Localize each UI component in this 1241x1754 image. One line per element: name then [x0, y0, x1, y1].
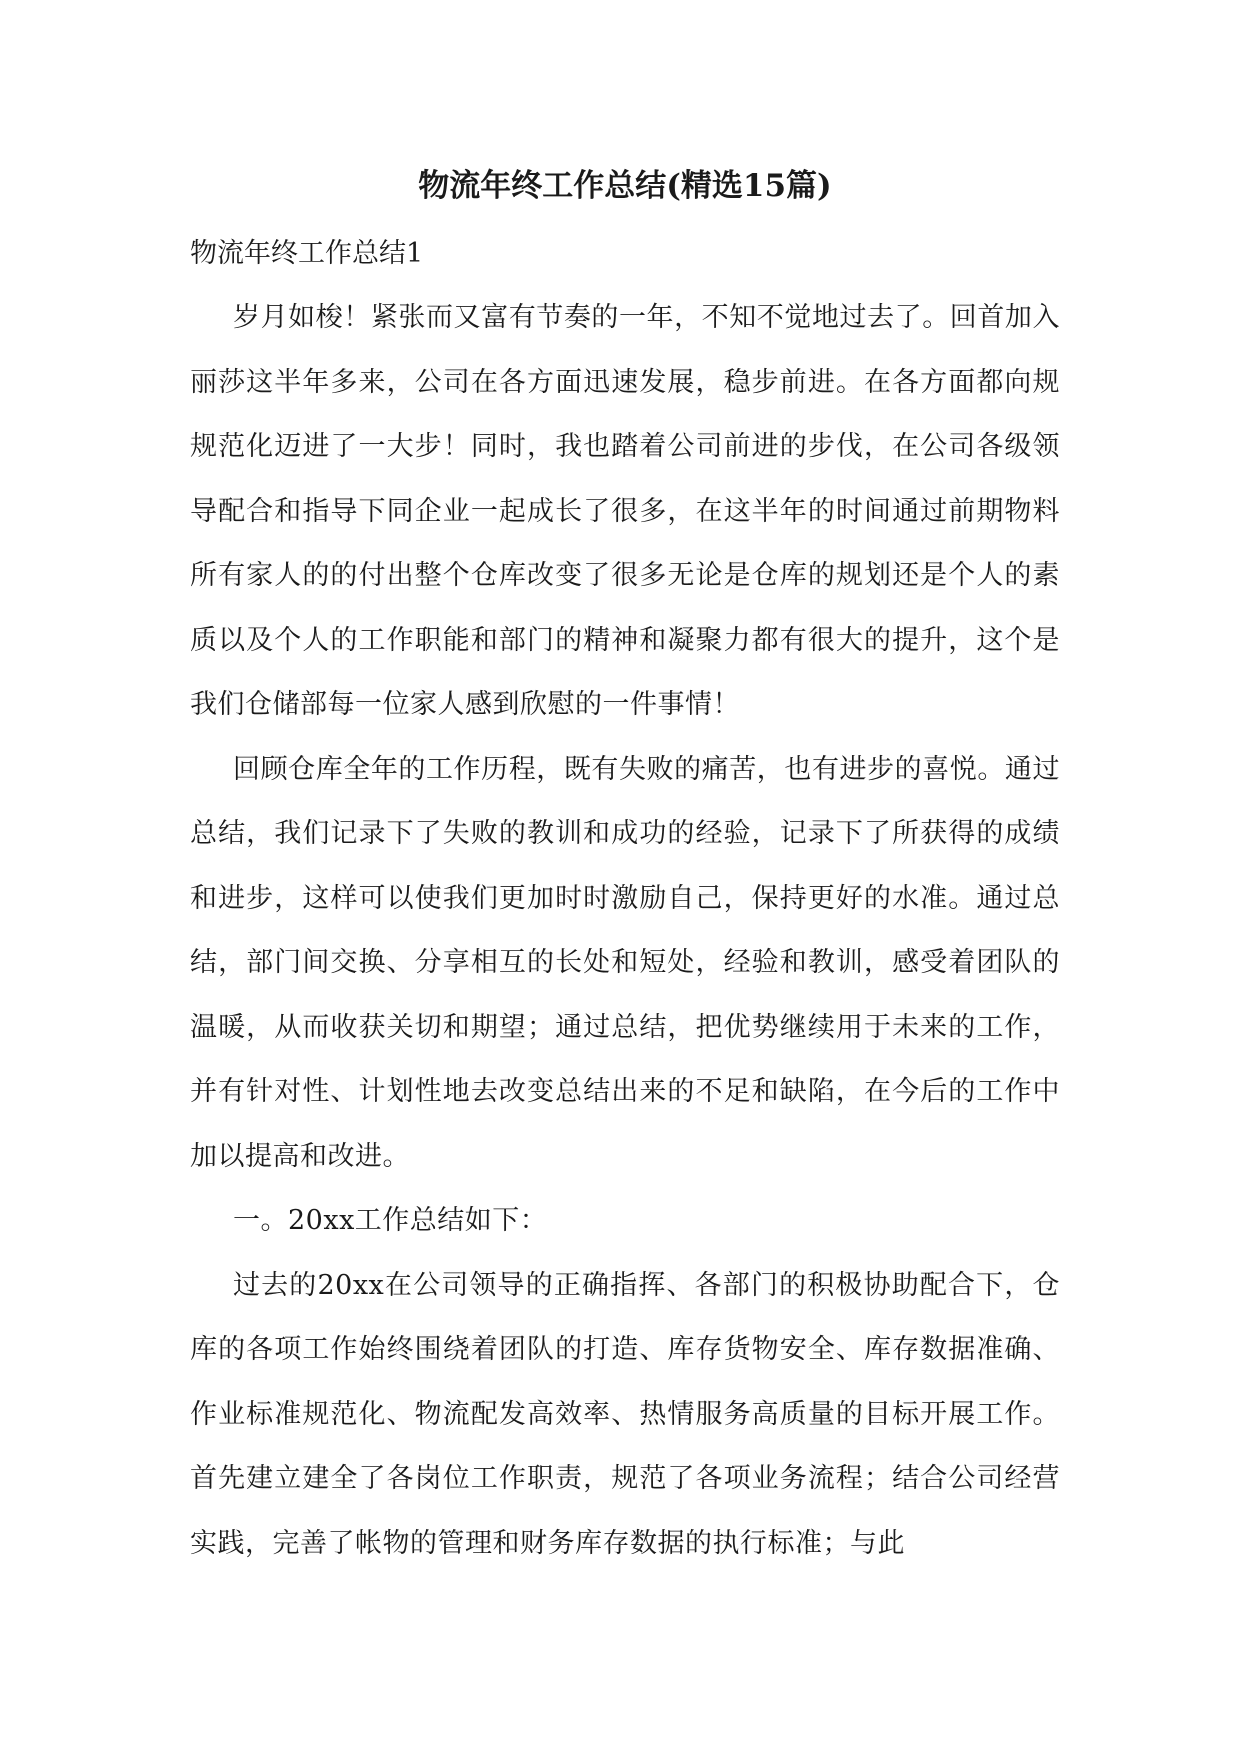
- paragraph-3: 一。20xx工作总结如下：: [233, 1205, 548, 1236]
- paragraph-1: 岁月如梭！紧张而又富有节奏的一年，不知不觉地过去了。回首加入丽莎这半年多来，公司在各方面迅速发展，稳步前进。在各方面都向规规范化迈进了一大步！同时，我也踏着公司前进的步伐，在公司各级领导配合和指导下同企业一起成长了很多，在这半年的时间通过前期物料所有家人的的付出整个仓库改变了很多无论是仓库的规划还是个人的素质以及个人的工作职能和部门的精神和凝聚力都有很大的提升，这个是我们仓储部每一位家人感到欣慰的一件事情！: [190, 302, 1060, 720]
- paragraph-4: 过去的20xx在公司领导的正确指挥、各部门的积极协助配合下，仓库的各项工作始终围绕着团队的打造、库存货物安全、库存数据准确、作业标准规范化、物流配发高效率、热情服务高质量的目标开展工作。首先建立建全了各岗位工作职责，规范了各项业务流程；结合公司经营实践，完善了帐物的管理和财务库存数据的执行标准；与此: [190, 1269, 1060, 1559]
- section-heading: 物流年终工作总结1: [190, 238, 424, 269]
- paragraph-2: 回顾仓库全年的工作历程，既有失败的痛苦，也有进步的喜悦。通过总结，我们记录下了失败的教训和成功的经验，记录下了所获得的成绩和进步，这样可以使我们更加时时激励自己，保持更好的水准。通过总结，部门间交换、分享相互的长处和短处，经验和教训，感受着团队的温暖，从而收获关切和期望；通过总结，把优势继续用于未来的工作，并有针对性、计划性地去改变总结出来的不足和缺陷，在今后的工作中加以提高和改进。: [190, 753, 1060, 1172]
- document-body: [190, 150, 1060, 1576]
- document-title: 物流年终工作总结(精选15篇): [418, 168, 832, 204]
